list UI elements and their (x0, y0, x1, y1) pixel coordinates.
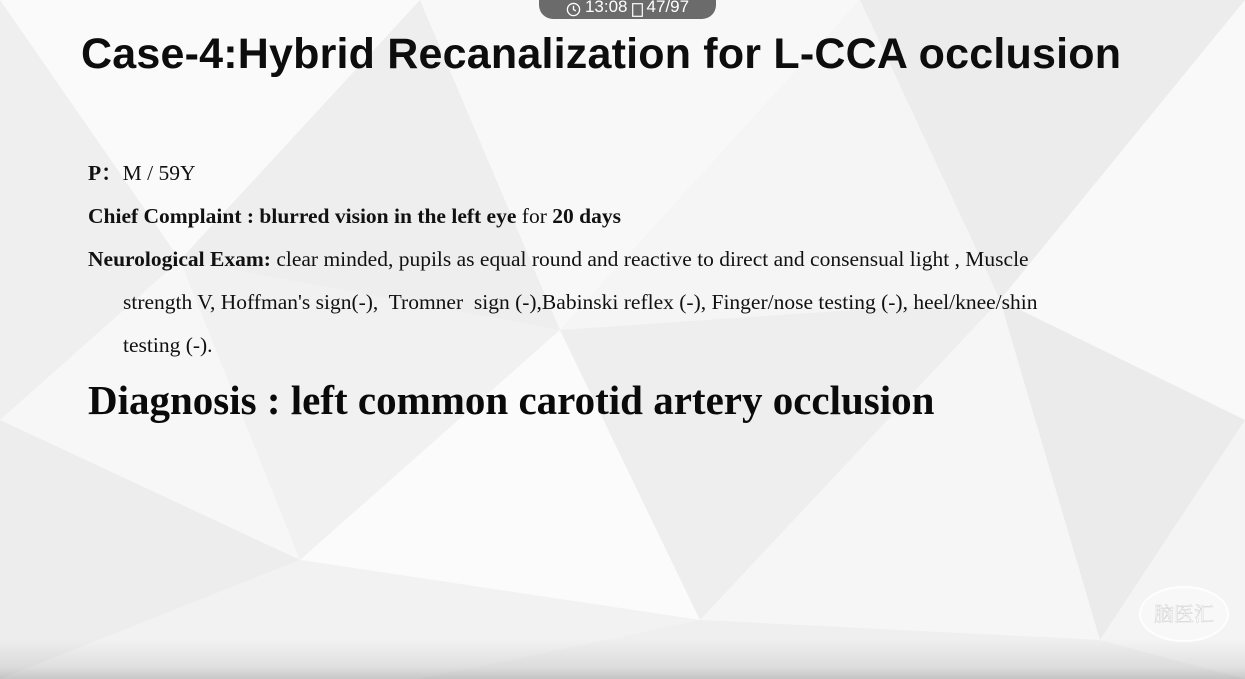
complaint-for: for (516, 204, 553, 228)
exam-line-3 (88, 324, 1168, 367)
status-time: 13:08 (584, 0, 628, 16)
patient-line (88, 152, 1168, 195)
clock-icon (566, 2, 581, 17)
complaint-line (88, 195, 1168, 238)
exam-text-3: testing (-). (123, 333, 213, 357)
patient-label: P： (88, 161, 123, 185)
page-icon (632, 3, 643, 17)
status-pill (539, 0, 716, 19)
patient-value: M / 59Y (122, 161, 196, 185)
exam-label: Neurological Exam: (88, 247, 271, 271)
exam-text-2: strength V, Hoffman's sign(-), Tromner sign (-),Babinski reflex (-), Finger/nose testing (-), heel/knee/shin (123, 290, 1038, 314)
brand-watermark-logo (1138, 584, 1230, 646)
exam-line-2 (88, 281, 1168, 324)
case-details (88, 152, 1168, 367)
svg-text:脑医汇: 脑医汇 (1154, 602, 1214, 626)
bottom-shade (0, 639, 1245, 679)
complaint-label: Chief Complaint : blurred vision in the left eye (88, 204, 517, 228)
slide-title: Case-4:Hybrid Recanalization for L-CCA occlusion (81, 30, 1122, 78)
status-page: 47/97 (646, 0, 690, 16)
diagnosis-heading: Diagnosis : left common carotid artery occlusion (88, 377, 935, 423)
exam-text-1: clear minded, pupils as equal round and reactive to direct and consensual light , Muscle (270, 247, 1029, 271)
exam-line-1 (88, 238, 1168, 281)
complaint-duration: 20 days (552, 204, 621, 228)
